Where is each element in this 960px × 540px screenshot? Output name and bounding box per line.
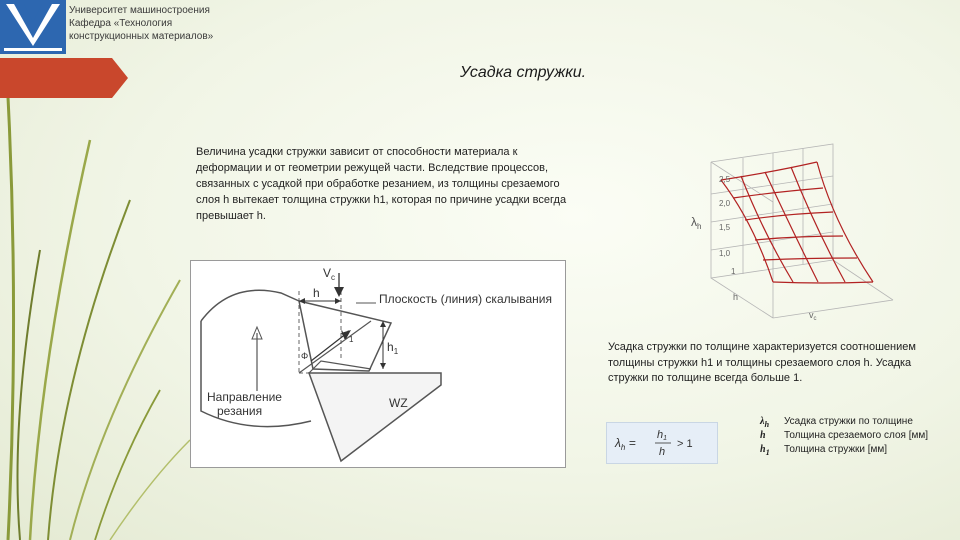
- svg-text:> 1: > 1: [677, 438, 693, 450]
- x-axis-label: h: [733, 292, 739, 302]
- shear-plane-label: Плоскость (линия) скалывания: [379, 292, 552, 306]
- header-department-cont: конструкционных материалов»: [69, 31, 214, 42]
- header-department: Кафедра «Технология: [69, 18, 173, 29]
- phi-label: Φ: [301, 351, 309, 361]
- header-university: Университет машиностроения: [69, 5, 210, 16]
- vc-label: $V_c$: [323, 266, 336, 282]
- h1-label: $h_1$: [387, 340, 399, 356]
- svg-text:h: h: [659, 446, 666, 458]
- depth-axis-label: $v_c$: [809, 310, 817, 322]
- university-logo: [0, 0, 66, 54]
- h-label: h: [313, 286, 320, 300]
- wz-label: WZ: [389, 396, 408, 410]
- v1-label: $V_1$: [341, 328, 354, 344]
- shrinkage-caption: Усадка стружки по толщине характеризуется соотношением толщины стружки h1 и толщины срезаемого слоя h. Усадка стружки по толщине всегда больше 1.: [608, 341, 916, 384]
- legend-row-h1: $h_1$ Толщина стружки [мм]: [760, 444, 888, 457]
- shrinkage-surface-chart: [603, 132, 955, 332]
- cutting-diagram: [190, 260, 566, 468]
- x-tick: 1: [731, 267, 736, 276]
- y-tick-2: 1,5: [719, 223, 731, 232]
- shrinkage-formula: [606, 422, 718, 464]
- y-tick-4: 2,5: [719, 175, 731, 184]
- svg-text:h1: h1: [657, 429, 668, 442]
- intro-paragraph: Величина усадки стружки зависит от способности материала к деформации и от геометрии режущей части. Вследствие процессов, связанных с усадкой при обработке резанием, из толщины срезаемого слоя h вытекает толщина стружки h1, которая по причине усадки всегда превышает h.: [196, 146, 567, 222]
- direction-label-line2: резания: [217, 404, 263, 418]
- y-tick-1: 1,0: [719, 249, 731, 258]
- y-tick-3: 2,0: [719, 199, 731, 208]
- svg-text:λh =: $\lambda_h$ =: [615, 436, 636, 452]
- legend-row-lambda: $\lambda_h$ Усадка стружки по толщине: [760, 416, 913, 429]
- symbol-legend: [760, 416, 928, 458]
- direction-label-line1: Направление: [207, 390, 282, 404]
- title-ribbon: [0, 58, 130, 100]
- y-axis-label: $\lambda_h$: [691, 215, 702, 231]
- legend-row-h: h Толщина срезаемого слоя [мм]: [760, 430, 929, 441]
- slide-title: Усадка стружки.: [460, 64, 587, 81]
